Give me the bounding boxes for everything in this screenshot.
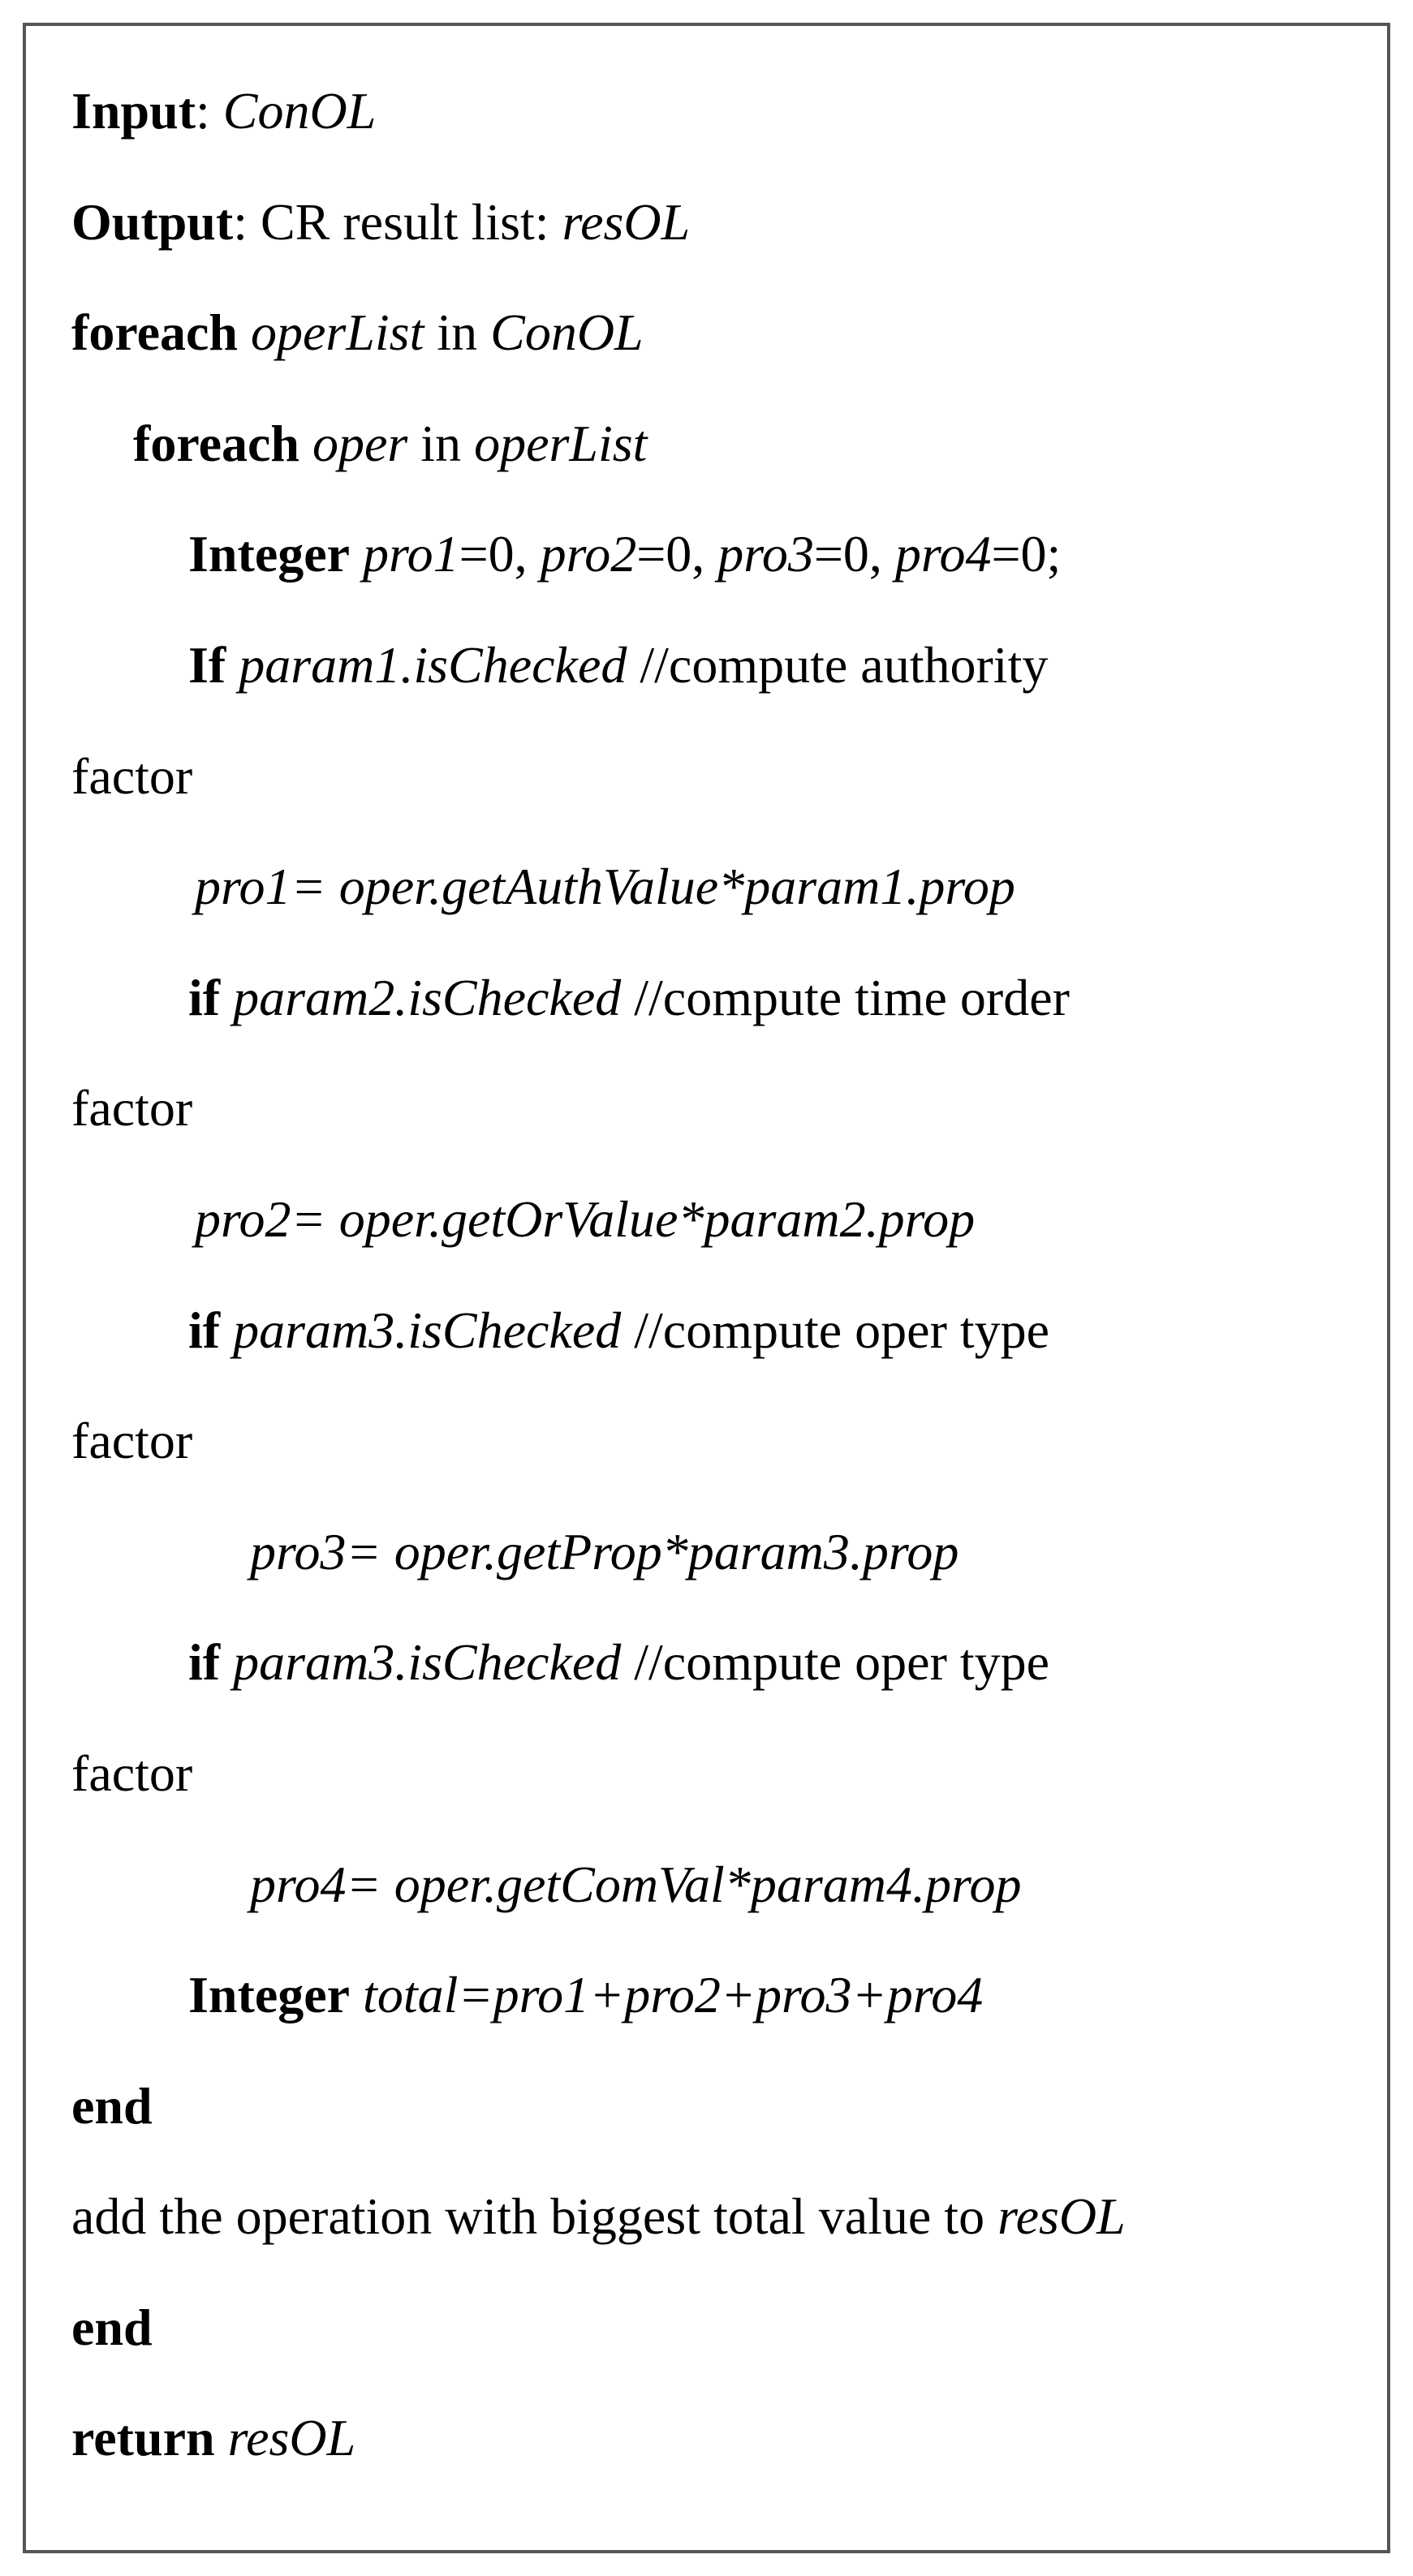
line-factor-2: factor bbox=[71, 1079, 193, 1137]
line-integer-init: Integer pro1=0, pro2=0, pro3=0, pro4=0; bbox=[188, 525, 1062, 583]
line-foreach-operlist: foreach operList in ConOL bbox=[71, 303, 644, 362]
line-pro4-assign: pro4= oper.getComVal*param4.prop bbox=[250, 1855, 1022, 1913]
line-factor-1: factor bbox=[71, 746, 193, 805]
line-return: return resOL bbox=[71, 2409, 356, 2467]
algorithm-listing bbox=[71, 82, 1370, 2523]
line-add-operation: add the operation with biggest total value to resOL bbox=[71, 2187, 1126, 2246]
line-output: Output: CR result list: resOL bbox=[71, 192, 691, 251]
line-foreach-oper: foreach oper in operList bbox=[133, 414, 648, 472]
line-integer-total: Integer total=pro1+pro2+pro3+pro4 bbox=[188, 1966, 984, 2024]
line-if-param2: if param2.isChecked //compute time order bbox=[188, 968, 1070, 1026]
line-if-param3-a: if param3.isChecked //compute oper type bbox=[188, 1301, 1050, 1359]
line-end-outer: end bbox=[71, 2298, 153, 2356]
line-if-param3-b: if param3.isChecked //compute oper type bbox=[188, 1633, 1050, 1692]
line-end-inner: end bbox=[71, 2076, 153, 2135]
line-pro2-assign: pro2= oper.getOrValue*param2.prop bbox=[195, 1189, 976, 1248]
line-factor-4: factor bbox=[71, 1744, 193, 1802]
line-input: Input: ConOL bbox=[71, 82, 377, 140]
line-if-param1: If param1.isChecked //compute authority bbox=[188, 635, 1049, 694]
line-pro1-assign: pro1= oper.getAuthValue*param1.prop bbox=[195, 858, 1015, 916]
line-pro3-assign: pro3= oper.getProp*param3.prop bbox=[250, 1522, 959, 1580]
line-factor-3: factor bbox=[71, 1412, 193, 1470]
